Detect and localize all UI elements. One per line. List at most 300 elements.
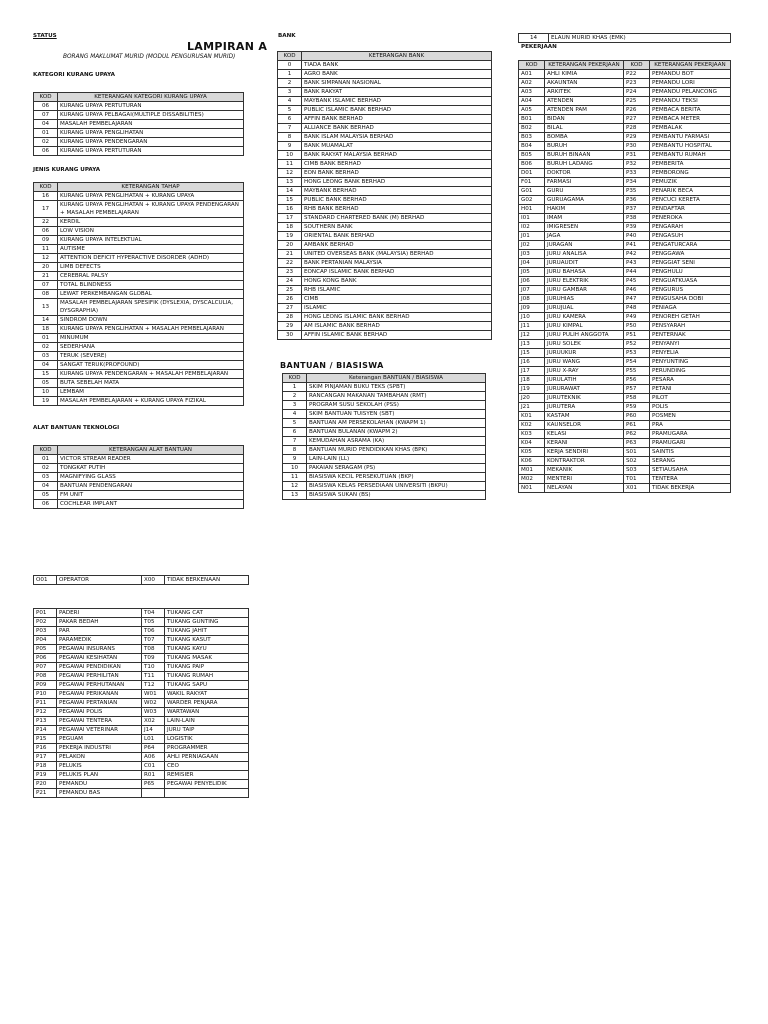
kod-cell: 16: [278, 205, 302, 214]
kod-cell: 13: [283, 491, 307, 500]
keterangan-cell: JURU ANALISA: [545, 250, 624, 259]
table-row: [34, 192, 244, 201]
keterangan-cell: FARMASI: [545, 178, 624, 187]
keterangan-cell: JURULATIH: [545, 376, 624, 385]
bank-table-wrap: [277, 51, 492, 340]
kod-cell: J14: [142, 726, 165, 735]
keterangan-cell: COCHLEAR IMPLANT: [58, 500, 244, 509]
kod-cell: 7: [283, 437, 307, 446]
kod-cell: P53: [624, 349, 650, 358]
kod-cell: J10: [519, 313, 545, 322]
kod-cell: 17: [278, 214, 302, 223]
keterangan-cell: PENCUCI KERETA: [650, 196, 731, 205]
keterangan-cell: BIASISWA SUKAN (BS): [307, 491, 486, 500]
keterangan-cell: MINUMUM: [58, 334, 244, 343]
pekerjaan2-table: [33, 608, 249, 798]
elaun-table-wrap: [518, 33, 731, 43]
page-subtitle: BORANG MAKLUMAT MURID (MODUL PENGURUSAN MURID): [63, 54, 236, 60]
table-row: [519, 187, 731, 196]
kod-cell: A01: [519, 70, 545, 79]
keterangan-cell: PENGUATKUASA: [650, 277, 731, 286]
table-row: [34, 762, 249, 771]
keterangan-cell: WARDER PENJARA: [165, 699, 249, 708]
table-row: [278, 322, 492, 331]
keterangan-cell: PENIAGA: [650, 304, 731, 313]
kod-cell: N01: [519, 484, 545, 493]
table-row: [519, 376, 731, 385]
kod-cell: 04: [34, 361, 58, 370]
table-row: [34, 325, 244, 334]
table-row: [519, 340, 731, 349]
keterangan-cell: ATTENTION DEFICIT HYPERACTIVE DISORDER (ADHD): [58, 254, 244, 263]
keterangan-cell: TENTERA: [650, 475, 731, 484]
kod-cell: P33: [624, 169, 650, 178]
keterangan-cell: PEMANDU TEKSI: [650, 97, 731, 106]
kod-cell: P31: [624, 151, 650, 160]
table-row: [519, 484, 731, 493]
table-row: [519, 367, 731, 376]
kod-cell: 19: [34, 397, 58, 406]
table-row: [519, 286, 731, 295]
keterangan-cell: JURU BAHASA: [545, 268, 624, 277]
kod-cell: 02: [34, 138, 58, 147]
keterangan-cell: KAUNSELOR: [545, 421, 624, 430]
kod-cell: P20: [34, 780, 57, 789]
table-row: [519, 322, 731, 331]
kod-cell: P64: [142, 744, 165, 753]
keterangan-cell: PAR: [57, 627, 142, 636]
table-row: [278, 151, 492, 160]
kod-cell: 5: [278, 106, 302, 115]
table-row: [283, 455, 486, 464]
table-row: [283, 410, 486, 419]
kod-cell: A05: [519, 106, 545, 115]
keterangan-cell: JURU SOLEK: [545, 340, 624, 349]
alat-title: ALAT BANTUAN TEKNOLOGI: [33, 425, 120, 431]
kod-cell: S02: [624, 457, 650, 466]
pekerjaan-header-keterangan-2: KETERANGAN PEKERJAAN: [650, 61, 731, 70]
kod-cell: B06: [519, 160, 545, 169]
alat-table-wrap: [33, 445, 244, 509]
table-row: [278, 277, 492, 286]
table-row: [34, 636, 249, 645]
kod-cell: 5: [283, 419, 307, 428]
kod-cell: B03: [519, 133, 545, 142]
kod-cell: P50: [624, 322, 650, 331]
keterangan-cell: PENEROKA: [650, 214, 731, 223]
kod-cell: 07: [34, 111, 58, 120]
table-row: [34, 455, 244, 464]
kod-cell: 12: [34, 254, 58, 263]
kod-cell: 13: [34, 299, 58, 316]
keterangan-cell: TOTAL BLINDNESS: [58, 281, 244, 290]
kod-cell: 22: [278, 259, 302, 268]
table-row: [34, 663, 249, 672]
table-row: [34, 618, 249, 627]
kod-cell: D01: [519, 169, 545, 178]
keterangan-cell: PRA: [650, 421, 731, 430]
kod-cell: P34: [624, 178, 650, 187]
bank-title: BANK: [278, 33, 296, 39]
keterangan-cell: MAYBANK ISLAMIC BERHAD: [302, 97, 492, 106]
keterangan-cell: CEREBRAL PALSY: [58, 272, 244, 281]
keterangan-cell: PEMBORONG: [650, 169, 731, 178]
keterangan-cell: HONG LEONG BANK BERHAD: [302, 178, 492, 187]
keterangan-cell: CIMB: [302, 295, 492, 304]
keterangan-cell: PENARIK BECA: [650, 187, 731, 196]
table-row: [519, 34, 731, 43]
kod-cell: 4: [278, 97, 302, 106]
kod-cell: 01: [34, 334, 58, 343]
keterangan-cell: IMAM: [545, 214, 624, 223]
table-row: [283, 437, 486, 446]
table-row: [34, 263, 244, 272]
kod-cell: T04: [142, 609, 165, 618]
keterangan-cell: KELASI: [545, 430, 624, 439]
table-row: [34, 352, 244, 361]
keterangan-cell: KONTRAKTOR: [545, 457, 624, 466]
keterangan-cell: PENGHULU: [650, 268, 731, 277]
kategori-header-kod: KOD: [34, 93, 58, 102]
keterangan-cell: ISLAMIC: [302, 304, 492, 313]
kod-cell: A04: [519, 97, 545, 106]
kod-cell: J20: [519, 394, 545, 403]
table-row: [34, 272, 244, 281]
keterangan-cell: JURU KIMPAL: [545, 322, 624, 331]
table-row: [283, 401, 486, 410]
bantuan-table-wrap: [282, 373, 486, 500]
kod-cell: T07: [142, 636, 165, 645]
table-row: [34, 789, 249, 798]
kod-cell: 0: [278, 61, 302, 70]
keterangan-cell: PEGAWAI VETERINAR: [57, 726, 142, 735]
jenis-table: [33, 182, 244, 406]
tidak-berkenaan-label: TIDAK BERKENAAN: [165, 576, 249, 585]
keterangan-cell: REMISIER: [165, 771, 249, 780]
table-row: [519, 448, 731, 457]
kod-cell: T05: [142, 618, 165, 627]
kod-cell: 21: [278, 250, 302, 259]
keterangan-cell: PADERI: [57, 609, 142, 618]
kod-cell: 8: [283, 446, 307, 455]
kod-cell: 20: [34, 263, 58, 272]
table-row: [278, 205, 492, 214]
keterangan-cell: KURANG UPAYA PENDENGARAN + MASALAH PEMBELAJARAN: [58, 370, 244, 379]
table-row: [34, 780, 249, 789]
table-row: [283, 383, 486, 392]
keterangan-cell: PESARA: [650, 376, 731, 385]
table-row: [34, 316, 244, 325]
kod-cell: R01: [142, 771, 165, 780]
kod-cell: 08: [34, 290, 58, 299]
keterangan-cell: KERDIL: [58, 218, 244, 227]
table-row: [283, 428, 486, 437]
table-row: [278, 106, 492, 115]
table-row: [519, 250, 731, 259]
keterangan-cell: PEMANDU BOT: [650, 70, 731, 79]
keterangan-cell: TUKANG SAPU: [165, 681, 249, 690]
keterangan-cell: MASALAH PEMBELAJARAN SPESIFIK (DYSLEXIA, DYSCALCULIA, DYSGRAPHIA): [58, 299, 244, 316]
kod-cell: B04: [519, 142, 545, 151]
kod-cell: P38: [624, 214, 650, 223]
table-row: [34, 699, 249, 708]
table-row: [519, 403, 731, 412]
kod-cell: 10: [283, 464, 307, 473]
keterangan-cell: POSMEN: [650, 412, 731, 421]
keterangan-cell: JURU WANG: [545, 358, 624, 367]
kod-cell: B01: [519, 115, 545, 124]
table-row: [34, 672, 249, 681]
keterangan-cell: SINDROM DOWN: [58, 316, 244, 325]
kod-cell: 10: [278, 151, 302, 160]
kod-cell: P55: [624, 367, 650, 376]
keterangan-cell: LAIN-LAIN (LL): [307, 455, 486, 464]
kod-cell: 24: [278, 277, 302, 286]
kod-cell: [142, 789, 165, 798]
kod-cell: J08: [519, 295, 545, 304]
kategori-header-keterangan: KETERANGAN KATEGORI KURANG UPAYA: [58, 93, 244, 102]
table-row: [519, 385, 731, 394]
table-row: [519, 196, 731, 205]
kod-cell: P23: [624, 79, 650, 88]
kod-cell: 22: [34, 218, 58, 227]
kod-cell: 21: [34, 272, 58, 281]
keterangan-cell: PETANI: [650, 385, 731, 394]
keterangan-cell: PUBLIC ISLAMIC BANK BERHAD: [302, 106, 492, 115]
kod-cell: P44: [624, 268, 650, 277]
keterangan-cell: LOGISTIK: [165, 735, 249, 744]
table-row: [519, 457, 731, 466]
kod-cell: S01: [624, 448, 650, 457]
table-row: [34, 218, 244, 227]
keterangan-cell: LAIN-LAIN: [165, 717, 249, 726]
keterangan-cell: TUKANG CAT: [165, 609, 249, 618]
kod-cell: 1: [283, 383, 307, 392]
kod-cell: C01: [142, 762, 165, 771]
elaun-kod: 14: [519, 34, 549, 43]
kod-cell: 3: [283, 401, 307, 410]
kod-cell: P36: [624, 196, 650, 205]
keterangan-cell: JURUTERA: [545, 403, 624, 412]
kod-cell: 07: [34, 281, 58, 290]
kod-cell: P65: [142, 780, 165, 789]
keterangan-cell: ATENDEN: [545, 97, 624, 106]
table-row: [519, 106, 731, 115]
kod-cell: X02: [142, 717, 165, 726]
table-row: [519, 331, 731, 340]
table-row: [519, 394, 731, 403]
table-row: [519, 88, 731, 97]
table-row: [34, 201, 244, 218]
table-row: [34, 129, 244, 138]
keterangan-cell: PENTERNAK: [650, 331, 731, 340]
table-row: [34, 147, 244, 156]
keterangan-cell: PENGUSAHA DOBI: [650, 295, 731, 304]
table-row: [34, 334, 244, 343]
table-row: [519, 349, 731, 358]
pekerjaan-table-wrap: [518, 60, 731, 493]
kod-cell: T01: [624, 475, 650, 484]
table-row: [34, 299, 244, 316]
keterangan-cell: JURU ELEKTRIK: [545, 277, 624, 286]
table-row: [283, 482, 486, 491]
keterangan-cell: PENOREH GETAH: [650, 313, 731, 322]
operator-table: [33, 575, 249, 585]
table-row: [519, 412, 731, 421]
keterangan-cell: CEO: [165, 762, 249, 771]
keterangan-cell: TUKANG JAHIT: [165, 627, 249, 636]
operator-label: OPERATOR: [57, 576, 142, 585]
keterangan-cell: MENTERI: [545, 475, 624, 484]
kod-cell: 23: [278, 268, 302, 277]
table-row: [519, 169, 731, 178]
kod-cell: J07: [519, 286, 545, 295]
kod-cell: 12: [278, 169, 302, 178]
jenis-title: JENIS KURANG UPAYA: [33, 167, 101, 173]
table-row: [278, 133, 492, 142]
kod-cell: 7: [278, 124, 302, 133]
table-row: [278, 124, 492, 133]
kod-cell: P28: [624, 124, 650, 133]
table-row: [34, 370, 244, 379]
keterangan-cell: BANTUAN BULANAN (KWAPM 2): [307, 428, 486, 437]
table-row: [519, 358, 731, 367]
keterangan-cell: JURUAUDIT: [545, 259, 624, 268]
keterangan-cell: BIDAN: [545, 115, 624, 124]
table-row: [519, 115, 731, 124]
table-row: [34, 681, 249, 690]
keterangan-cell: JURUTEKNIK: [545, 394, 624, 403]
table-row: [519, 214, 731, 223]
keterangan-cell: KURANG UPAYA PELBAGAI(MULTIPLE DISSABILITIES): [58, 111, 244, 120]
keterangan-cell: ATENDEN PAM: [545, 106, 624, 115]
keterangan-cell: JURUHIAS: [545, 295, 624, 304]
kod-cell: P30: [624, 142, 650, 151]
kod-cell: P42: [624, 250, 650, 259]
kod-cell: P21: [34, 789, 57, 798]
table-row: [34, 397, 244, 406]
pekerjaan-header-keterangan: KETERANGAN PEKERJAAN: [545, 61, 624, 70]
keterangan-cell: GURU: [545, 187, 624, 196]
jenis-table-wrap: [33, 182, 244, 406]
kod-cell: 16: [34, 192, 58, 201]
table-row: [34, 254, 244, 263]
keterangan-cell: BURUH BINAAN: [545, 151, 624, 160]
keterangan-cell: JURAGAN: [545, 241, 624, 250]
keterangan-cell: PARAMEDIK: [57, 636, 142, 645]
kod-cell: W01: [142, 690, 165, 699]
kod-cell: P56: [624, 376, 650, 385]
keterangan-cell: BUTA SEBELAH MATA: [58, 379, 244, 388]
keterangan-cell: PENDAFTAR: [650, 205, 731, 214]
table-row: [34, 690, 249, 699]
table-row: [34, 708, 249, 717]
keterangan-cell: JURUJUAL: [545, 304, 624, 313]
keterangan-cell: PAKAIAN SERAGAM (PS): [307, 464, 486, 473]
keterangan-cell: BANK SIMPANAN NASIONAL: [302, 79, 492, 88]
table-row: [283, 392, 486, 401]
kod-cell: P37: [624, 205, 650, 214]
keterangan-cell: AHLI PERNIAGAAN: [165, 753, 249, 762]
keterangan-cell: TUKANG MASAK: [165, 654, 249, 663]
kod-cell: 4: [283, 410, 307, 419]
keterangan-cell: KERANI: [545, 439, 624, 448]
keterangan-cell: TUKANG PAIP: [165, 663, 249, 672]
kod-cell: 28: [278, 313, 302, 322]
kod-cell: P06: [34, 654, 57, 663]
table-row: [34, 627, 249, 636]
keterangan-cell: KURANG UPAYA PENDENGARAN: [58, 138, 244, 147]
keterangan-cell: PRAMUGARA: [650, 430, 731, 439]
table-row: [278, 115, 492, 124]
kod-cell: 11: [34, 245, 58, 254]
table-row: [519, 430, 731, 439]
kod-cell: 06: [34, 147, 58, 156]
keterangan-cell: AGRO BANK: [302, 70, 492, 79]
keterangan-cell: PEGAWAI KESIHATAN: [57, 654, 142, 663]
keterangan-cell: PELUKIS PLAN: [57, 771, 142, 780]
kod-cell: P60: [624, 412, 650, 421]
pekerjaan-header-kod-2: KOD: [624, 61, 650, 70]
kod-cell: P58: [624, 394, 650, 403]
keterangan-cell: PEGAWAI PERIKANAN: [57, 690, 142, 699]
kod-cell: 8: [278, 133, 302, 142]
table-row: [34, 753, 249, 762]
kod-cell: 01: [34, 129, 58, 138]
keterangan-cell: KURANG UPAYA PERTUTURAN: [58, 147, 244, 156]
keterangan-cell: BOMBA: [545, 133, 624, 142]
table-row: [278, 268, 492, 277]
alat-table: [33, 445, 244, 509]
keterangan-cell: PENGGAWA: [650, 250, 731, 259]
kod-cell: 30: [278, 331, 302, 340]
keterangan-cell: BANTUAN MURID PENDIDIKAN KHAS (BPK): [307, 446, 486, 455]
table-row: [278, 286, 492, 295]
kod-cell: L01: [142, 735, 165, 744]
kod-cell: P09: [34, 681, 57, 690]
table-row: [519, 178, 731, 187]
keterangan-cell: KURANG UPAYA INTELEKTUAL: [58, 236, 244, 245]
keterangan-cell: TIDAK BEKERJA: [650, 484, 731, 493]
kod-cell: 9: [283, 455, 307, 464]
keterangan-cell: SETIAUSAHA: [650, 466, 731, 475]
kod-cell: T11: [142, 672, 165, 681]
table-row: [34, 609, 249, 618]
keterangan-cell: MASALAH PEMBELAJARAN + KURANG UPAYA FIZIKAL: [58, 397, 244, 406]
keterangan-cell: [165, 789, 249, 798]
kod-cell: 14: [278, 187, 302, 196]
keterangan-cell: BANTUAN PENDENGARAN: [58, 482, 244, 491]
kod-cell: 3: [278, 88, 302, 97]
kod-cell: B02: [519, 124, 545, 133]
kod-cell: P59: [624, 403, 650, 412]
keterangan-cell: RHB ISLAMIC: [302, 286, 492, 295]
keterangan-cell: AM ISLAMIC BANK BERHAD: [302, 322, 492, 331]
keterangan-cell: JURU TAIP: [165, 726, 249, 735]
keterangan-cell: PENYUNTING: [650, 358, 731, 367]
table-row: [519, 70, 731, 79]
table-row: [283, 473, 486, 482]
keterangan-cell: PENGARAH: [650, 223, 731, 232]
keterangan-cell: WARTAWAN: [165, 708, 249, 717]
kod-cell: J06: [519, 277, 545, 286]
kod-cell: J03: [519, 250, 545, 259]
table-row: [34, 281, 244, 290]
table-row: [34, 245, 244, 254]
table-row: [519, 268, 731, 277]
keterangan-cell: JURUUKUR: [545, 349, 624, 358]
kod-cell: 06: [34, 227, 58, 236]
